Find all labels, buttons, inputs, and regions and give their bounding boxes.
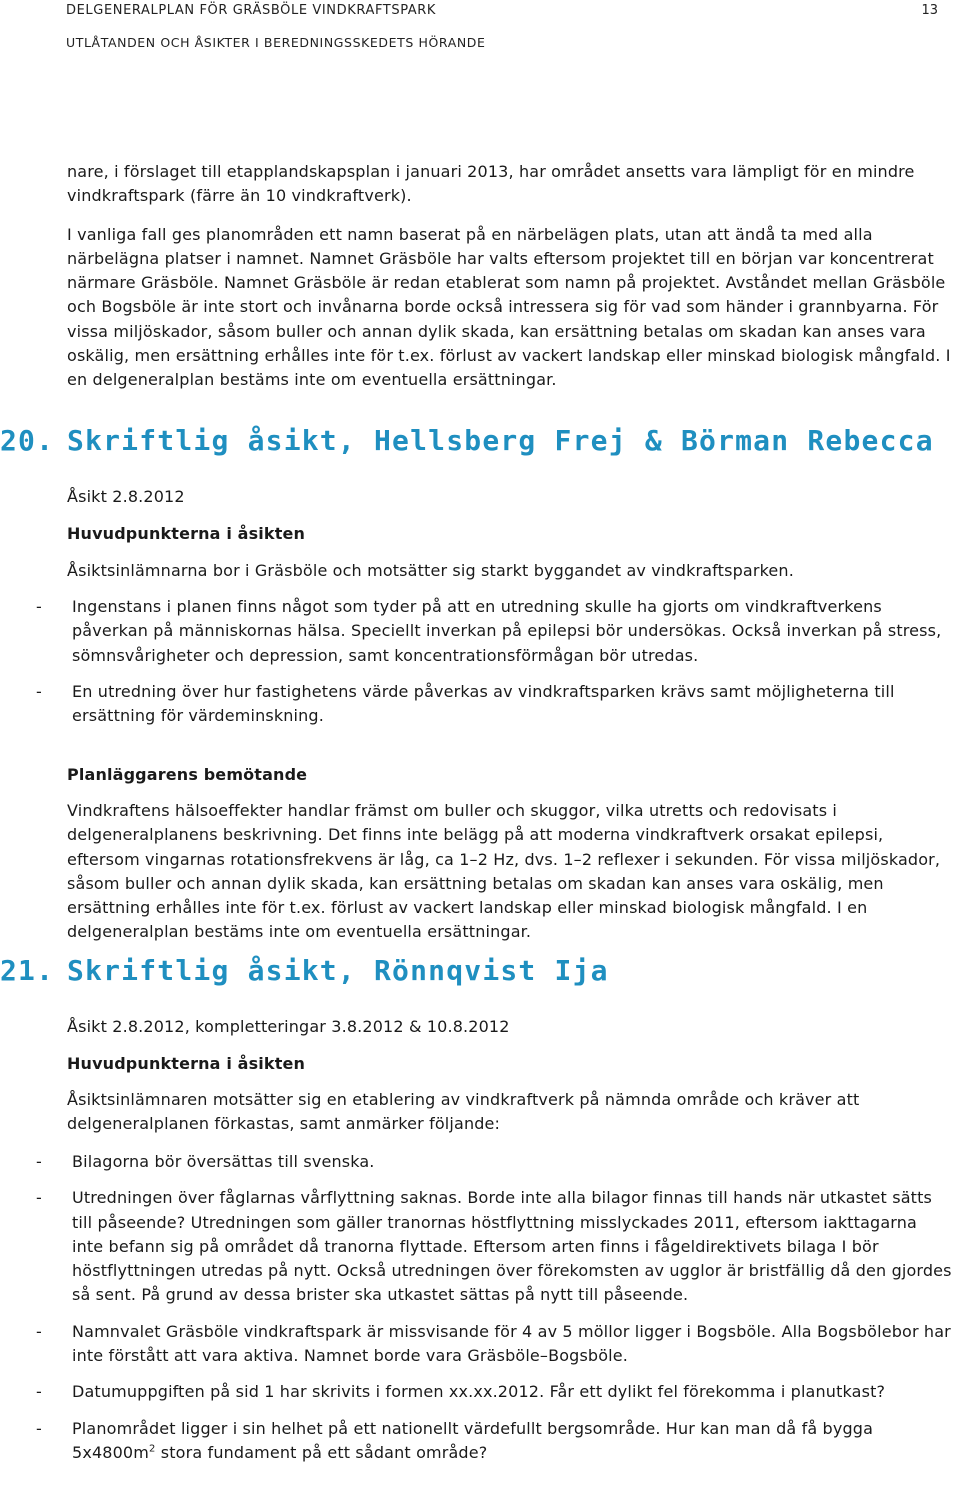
section-20-response-heading: Planläggarens bemötande xyxy=(67,765,308,784)
section-21-summary: Åsiktsinlämnaren motsätter sig en etablering av vindkraftverk på nämnda område och kräver att delgeneralplanen förkastas, samt anmärker följande: xyxy=(67,1090,860,1134)
section-20-points xyxy=(0,595,952,728)
section-20-response: Vindkraftens hälsoeffekter handlar främst om buller och skuggor, vilka utretts och redovisats i delgeneralplanens beskrivning. Det finns inte belägg på att moderna vindkraftverk orsakat epilepsi, eftersom vingarnas rotationsfrekvens är låg, ca 1–2 Hz, dvs. 1–2 reflexer i sekunden. För vissa miljöskador, såsom buller och annan dylik skada, kan ersättning betalas om skadan kan anses vara oskälig, men ersättning erhålles inte för t.ex. förlust av vackert landskap eller minskad biologisk mångfald. I en delgeneralplan bestäms inte om eventuella ersättningar. xyxy=(67,801,941,942)
list-item: - Bilagorna bör översättas till svenska. xyxy=(0,1150,952,1174)
section-21-date: Åsikt 2.8.2012, kompletteringar 3.8.2012 & 10.8.2012 xyxy=(67,1017,510,1036)
last-point-tail: stora fundament på ett sådant område? xyxy=(155,1442,488,1462)
page-number: 13 xyxy=(921,3,938,18)
list-item: - Utredningen över fåglarnas vårflyttning saknas. Borde inte alla bilagor finnas till hands när utkastet sätts till påseende? Utredningen som gäller tranornas höstflyttning misslyckades 2011, eftersom iakttagarna inte befann sig på området då tranorna flyttade. Eftersom arten finns i fågeldirektivets bilaga I bör höstflyttningen utredas på nytt. Också utredningen över förekomsten av ugglor är bristfällig då den gjordes så sent. På grund av dessa brister ska utkastet sättas på nytt till påseende. xyxy=(0,1186,952,1307)
section-21-heading xyxy=(0,954,609,987)
list-item xyxy=(0,1417,952,1466)
section-20-number: 20. xyxy=(0,424,55,457)
list-item: - Ingenstans i planen finns något som tyder på att en utredning skulle ha gjorts om vindkraftverkens påverkan på människornas hälsa. Speciellt inverkan på epilepsi bör undersökas. Också inverkan på stress, sömnsvårigheter och depression, samt koncentrationsförmågan bör utredas. xyxy=(0,595,952,668)
list-item: - Datumuppgiften på sid 1 har skrivits i formen xx.xx.2012. Får ett dylikt fel förekomma i planutkast? xyxy=(0,1380,952,1404)
section-21-points xyxy=(0,1150,952,1465)
intro-block xyxy=(67,160,952,393)
intro-paragraph-1: nare, i förslaget till etapplandskapsplan i januari 2013, har området ansetts vara lämpligt för en mindre vindkraftspark (färre än 10 vindkraftverk). xyxy=(67,162,915,206)
last-point-text: Planområdet ligger i sin helhet på ett nationellt värdefullt bergsområde. Hur kan man då få bygga 5x4800m xyxy=(72,1418,874,1462)
list-item: - Namnvalet Gräsböle vindkraftspark är missvisande för 4 av 5 möllor ligger i Bogsböle. Alla Bogsbölebor har inte förstått att vara aktiva. Namnet borde vara Gräsböle–Bogsböle. xyxy=(0,1320,952,1369)
superscript: 2 xyxy=(149,1443,156,1455)
section-20-heading xyxy=(0,424,934,457)
section-21-title: Skriftlig åsikt, Rönnqvist Ija xyxy=(67,954,609,987)
running-header-title: DELGENERALPLAN FÖR GRÄSBÖLE VINDKRAFTSPARK xyxy=(66,3,437,18)
running-header-section: UTLÅTANDEN OCH ÅSIKTER I BEREDNINGSSKEDETS HÖRANDE xyxy=(66,35,486,50)
section-20-summary: Åsiktsinlämnarna bor i Gräsböle och motsätter sig starkt byggandet av vindkraftsparken. xyxy=(67,561,794,580)
list-item: - En utredning över hur fastighetens värde påverkas av vindkraftsparken krävs samt möjligheterna till ersättning för värdeminskning. xyxy=(0,680,952,729)
section-20-summary-heading: Huvudpunkterna i åsikten xyxy=(67,524,306,543)
intro-paragraph-2: I vanliga fall ges planområden ett namn baserat på en närbelägen plats, utan att ändå ta med alla närbelägna platser i namnet. Namnet Gräsböle har valts eftersom projektet till en början var koncentrerat närmare Gräsböle. Namnet Gräsböle är redan etablerat som namn på projektet. Avståndet mellan Gräsböle och Bogsböle är inte stort och invånarna borde också intressera sig för vad som händer i grannbyarna. För vissa miljöskador, såsom buller och annan dylik skada, kan ersättning betalas om skadan kan anses vara oskälig, men ersättning erhålles inte för t.ex. förlust av vackert landskap eller minskad biologisk mångfald. I en delgeneralplan bestäms inte om eventuella ersättningar. xyxy=(67,224,951,390)
section-20-title: Skriftlig åsikt, Hellsberg Frej & Börman Rebecca xyxy=(67,424,934,457)
section-20-date: Åsikt 2.8.2012 xyxy=(67,487,185,506)
section-21-summary-heading: Huvudpunkterna i åsikten xyxy=(67,1054,306,1073)
section-21-number: 21. xyxy=(0,954,55,987)
